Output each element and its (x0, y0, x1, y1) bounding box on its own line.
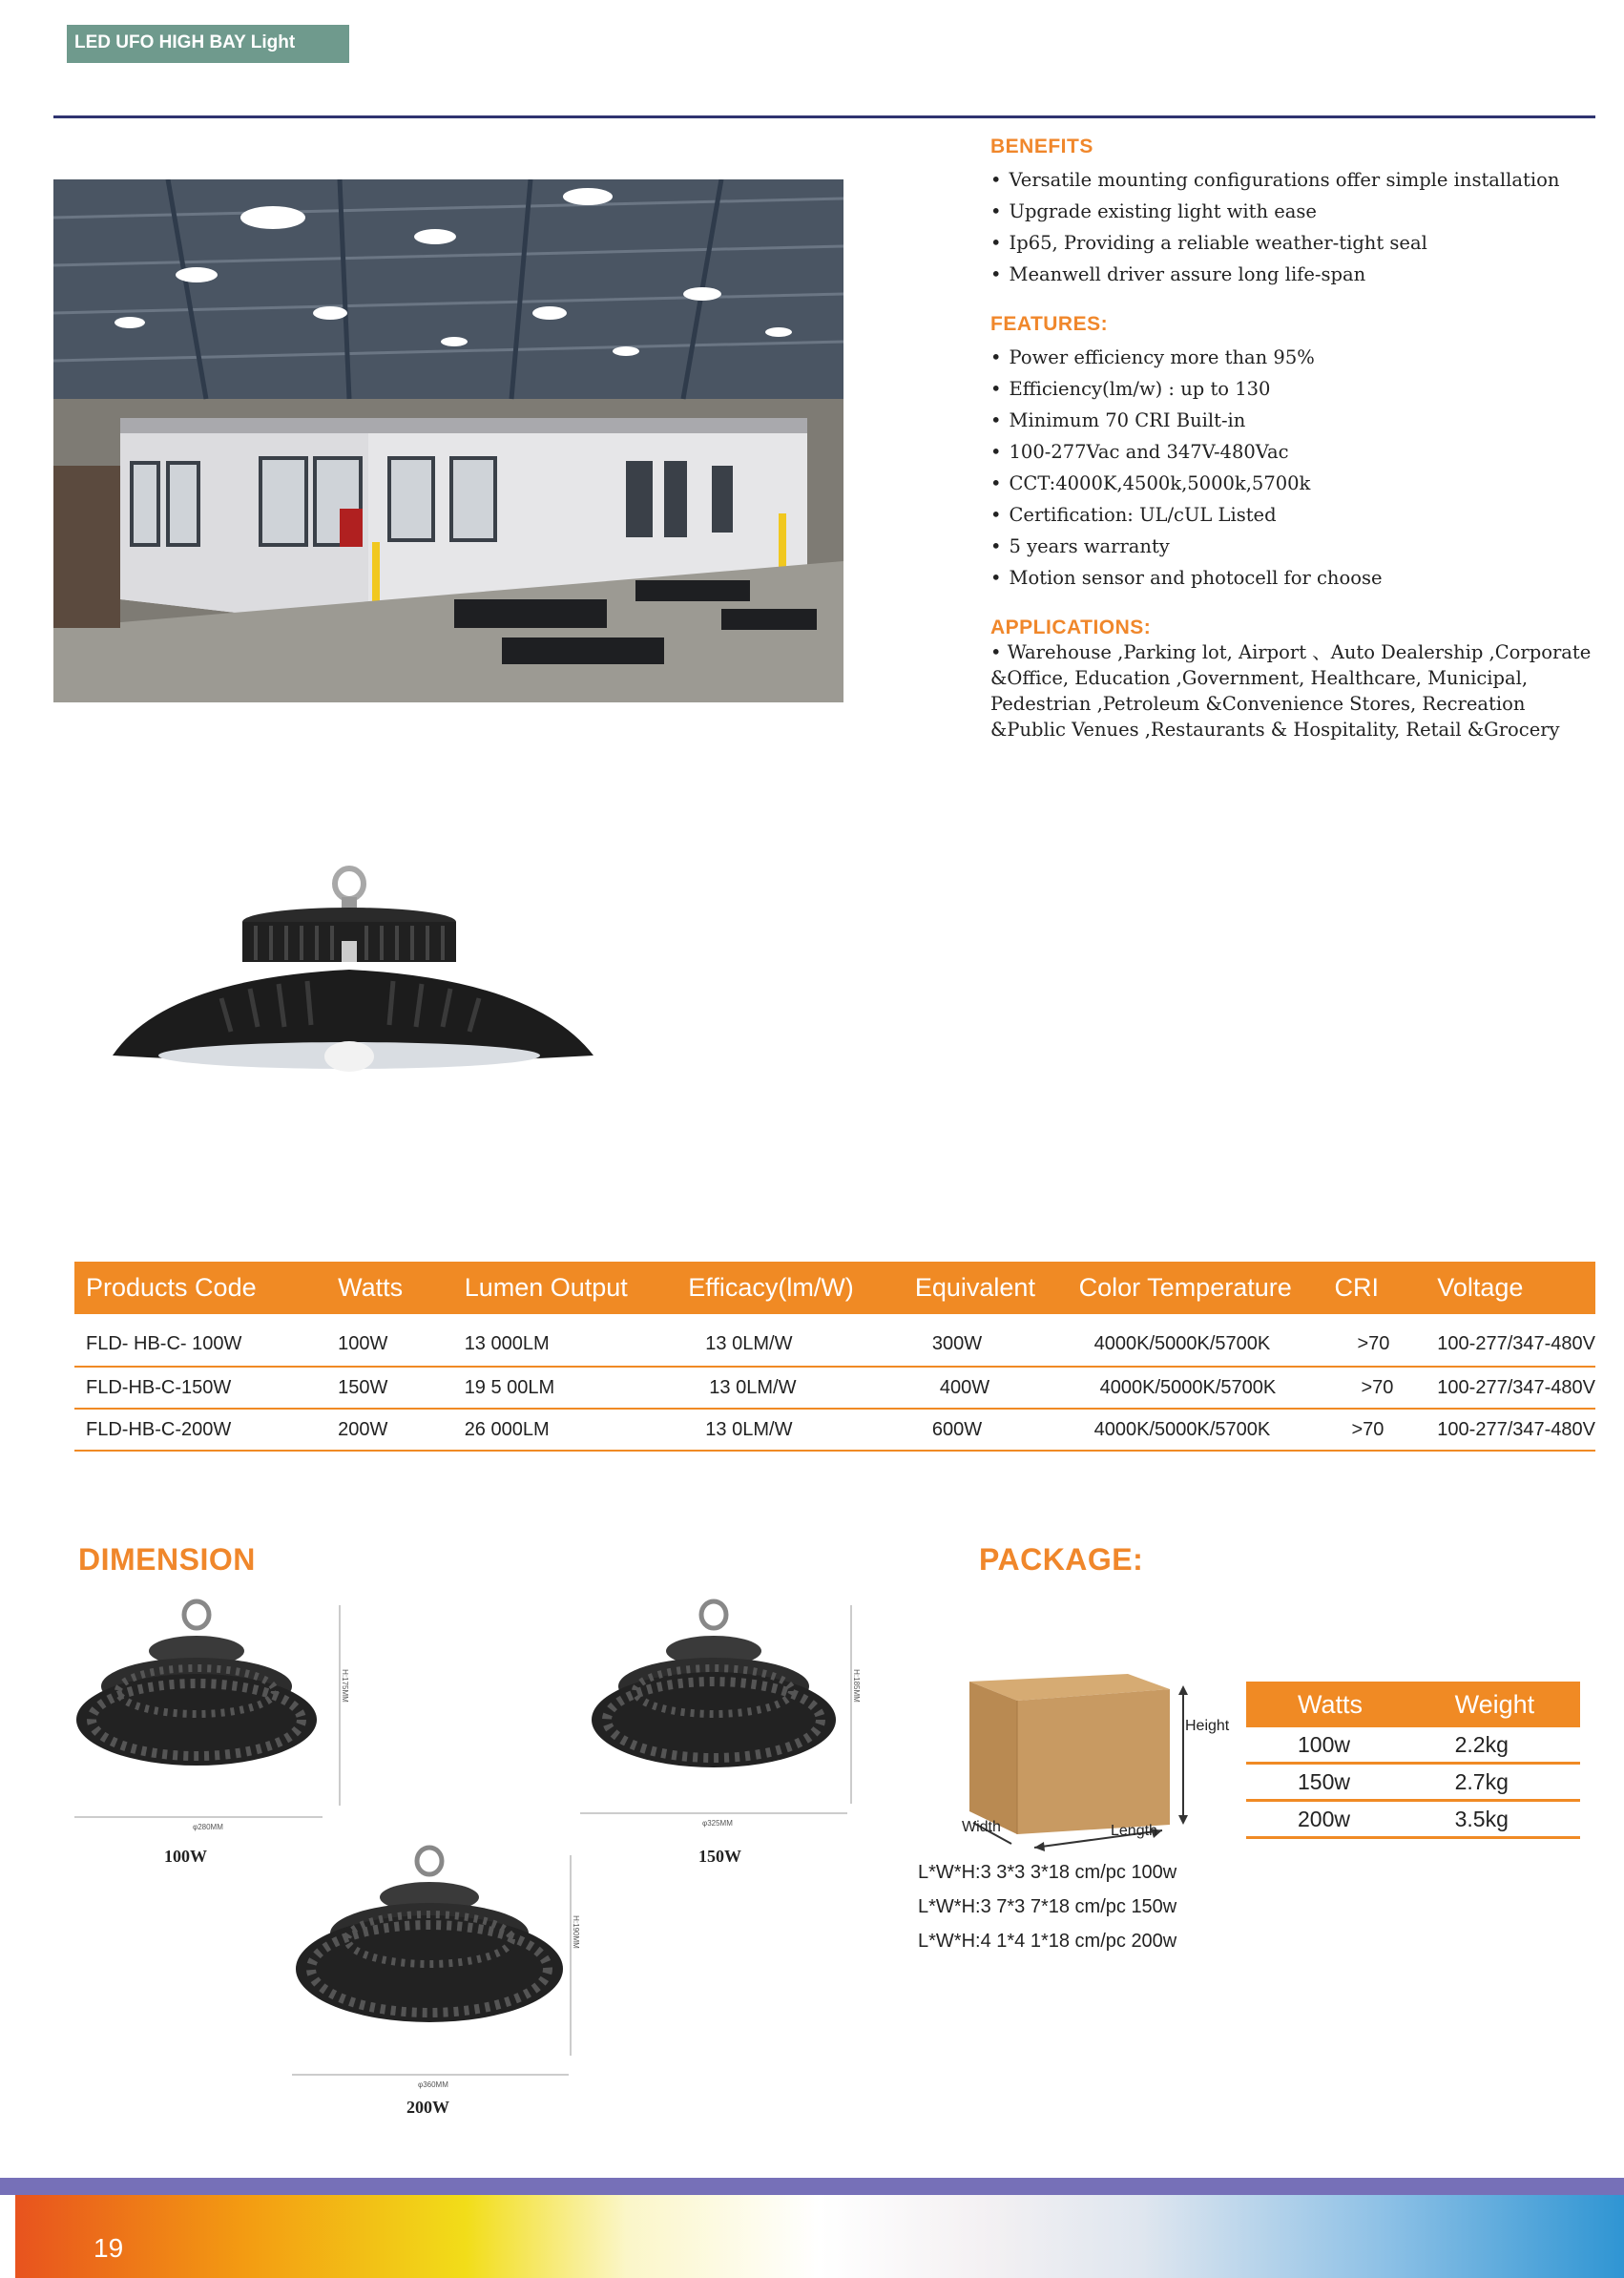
cell-code: FLD-HB-C-200W (74, 1409, 326, 1451)
dimension-height: H:175MM (340, 1669, 349, 1703)
feature-item: • CCT:4000K,4500k,5000k,5700k (990, 468, 1601, 499)
package-heading: PACKAGE: (979, 1542, 1144, 1577)
cell-cri: >70 (1322, 1409, 1426, 1451)
col-header-code: Products Code (74, 1262, 326, 1314)
dimension-label-150w: 150W (698, 1847, 741, 1866)
cell-weight: 3.5kg (1404, 1801, 1580, 1838)
table-row (1246, 1764, 1580, 1801)
features-list (990, 342, 1601, 594)
ufo-light-image (107, 865, 603, 1084)
package-line: L*W*H:3 3*3 3*18 cm/pc 100w (918, 1862, 1177, 1883)
dimension-height: H:185MM (851, 1669, 861, 1703)
col-header-voltage: Voltage (1426, 1262, 1595, 1314)
benefit-item: • Meanwell driver assure long life-span (990, 259, 1601, 290)
cell-code: FLD- HB-C- 100W (74, 1314, 326, 1367)
col-header-cri: CRI (1322, 1262, 1426, 1314)
dimension-drawing-100w (73, 1596, 359, 1844)
cell-lumen: 19 5 00LM (453, 1367, 677, 1409)
dimension-drawing-200w (286, 1840, 592, 2098)
cell-code: FLD-HB-C-150W (74, 1367, 326, 1409)
footer-bar (0, 2178, 1624, 2195)
dimension-height: H:190MM (571, 1915, 580, 1949)
cell-cct: 4000K/5000K/5700K (1068, 1314, 1323, 1367)
feature-item: • 100-277Vac and 347V-480Vac (990, 436, 1601, 468)
table-row (74, 1367, 1595, 1409)
applications-heading: APPLICATIONS: (990, 617, 1152, 638)
package-line: L*W*H:4 1*4 1*18 cm/pc 200w (918, 1931, 1177, 1952)
feature-item: • Power efficiency more than 95% (990, 342, 1601, 373)
dimension-diameter: φ325MM (702, 1819, 733, 1828)
cell-weight: 2.7kg (1404, 1764, 1580, 1801)
weight-table-header (1246, 1682, 1580, 1727)
specs-column (990, 136, 1601, 742)
col-header-cct: Color Temperature (1068, 1262, 1323, 1314)
dimension-diameter: φ280MM (193, 1823, 223, 1831)
col-header-efficacy: Efficacy(lm/W) (677, 1262, 904, 1314)
features-heading: FEATURES: (990, 313, 1109, 335)
cell-watts: 100W (326, 1314, 453, 1367)
cell-watts: 150W (326, 1367, 453, 1409)
cell-voltage: 100-277/347-480V (1426, 1314, 1595, 1367)
products-table-header (74, 1262, 1595, 1314)
cell-watts: 200w (1246, 1801, 1404, 1838)
col-header-equivalent: Equivalent (904, 1262, 1068, 1314)
feature-item: • Efficiency(lm/w) : up to 130 (990, 373, 1601, 405)
cell-voltage: 100-277/347-480V (1426, 1367, 1595, 1409)
col-header-weight: Weight (1404, 1682, 1580, 1727)
box-width-label: Width (962, 1819, 1001, 1835)
cell-lumen: 13 000LM (453, 1314, 677, 1367)
benefit-item: • Upgrade existing light with ease (990, 196, 1601, 227)
col-header-lumen: Lumen Output (453, 1262, 677, 1314)
cell-equivalent: 400W (904, 1367, 1068, 1409)
dimension-drawing-150w (580, 1596, 866, 1844)
page-number: 19 (94, 2233, 124, 2263)
package-box-image (954, 1661, 1240, 1851)
cell-cct: 4000K/5000K/5700K (1068, 1409, 1323, 1451)
dimension-label-200w: 200W (406, 2098, 449, 2117)
cell-lumen: 26 000LM (453, 1409, 677, 1451)
cell-efficacy: 13 0LM/W (677, 1314, 904, 1367)
cell-efficacy: 13 0LM/W (677, 1367, 904, 1409)
cell-watts: 100w (1246, 1727, 1404, 1764)
cell-voltage: 100-277/347-480V (1426, 1409, 1595, 1451)
header-rule (53, 115, 1595, 118)
header-title: LED UFO HIGH BAY Light (67, 25, 349, 63)
applications-text: • Warehouse ,Parking lot, Airport 、Auto Dealership ,Corporate &Office, Education ,Government, Healthcare, Municipal, Pedestrian ,Petroleum &Convenience Stores, Recreation &Public Venues ,Restaurants & Hospitality, Retail &Grocery (990, 639, 1601, 742)
table-row (1246, 1727, 1580, 1764)
cell-equivalent: 300W (904, 1314, 1068, 1367)
table-row (74, 1314, 1595, 1367)
dimension-diameter: φ360MM (418, 2080, 448, 2089)
feature-item: • Certification: UL/cUL Listed (990, 499, 1601, 531)
box-length-label: Length (1111, 1823, 1157, 1839)
benefit-item: • Versatile mounting configurations offer simple installation (990, 164, 1601, 196)
cell-cri: >70 (1322, 1314, 1426, 1367)
table-row (1246, 1801, 1580, 1838)
table-row (74, 1409, 1595, 1451)
col-header-watts: Watts (326, 1262, 453, 1314)
weight-table (1246, 1682, 1580, 1839)
cell-watts: 200W (326, 1409, 453, 1451)
cell-cct: 4000K/5000K/5700K (1068, 1367, 1323, 1409)
footer-gradient (15, 2195, 1624, 2278)
col-header-watts: Watts (1246, 1682, 1404, 1727)
feature-item: • Minimum 70 CRI Built-in (990, 405, 1601, 436)
dimension-label-100w: 100W (164, 1847, 207, 1866)
package-line: L*W*H:3 7*3 7*18 cm/pc 150w (918, 1896, 1177, 1917)
cell-watts: 150w (1246, 1764, 1404, 1801)
cell-weight: 2.2kg (1404, 1727, 1580, 1764)
benefit-item: • Ip65, Providing a reliable weather-tight seal (990, 227, 1601, 259)
feature-item: • Motion sensor and photocell for choose (990, 562, 1601, 594)
dimension-heading: DIMENSION (78, 1542, 256, 1577)
benefits-heading: BENEFITS (990, 136, 1093, 157)
cell-equivalent: 600W (904, 1409, 1068, 1451)
benefits-list (990, 164, 1601, 290)
feature-item: • 5 years warranty (990, 531, 1601, 562)
cell-cri: >70 (1322, 1367, 1426, 1409)
box-height-label: Height (1185, 1718, 1230, 1734)
cell-efficacy: 13 0LM/W (677, 1409, 904, 1451)
products-table (74, 1262, 1595, 1452)
warehouse-photo (53, 179, 843, 702)
package-lines (918, 1855, 1176, 1958)
